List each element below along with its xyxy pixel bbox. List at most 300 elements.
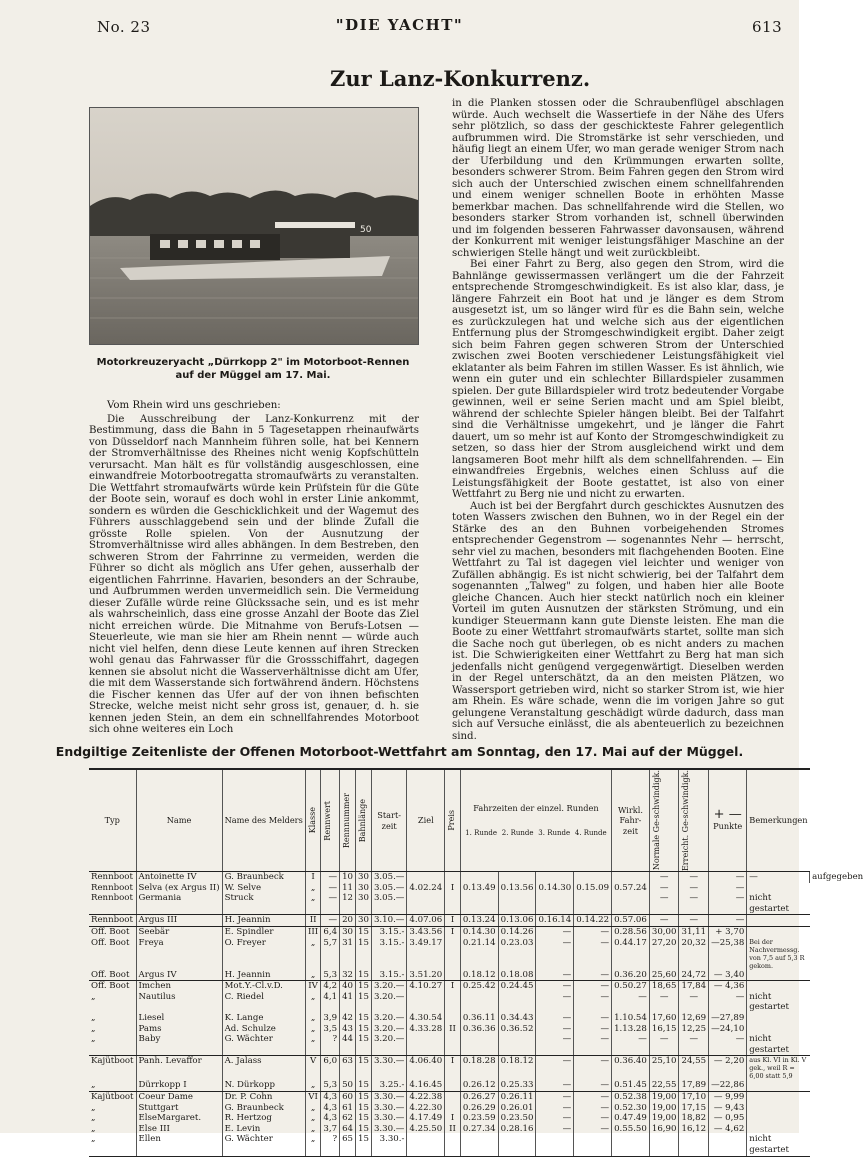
table-cell: —	[649, 1034, 679, 1056]
col-fahrzeiten	[460, 769, 611, 872]
table-cell: 31	[340, 938, 356, 970]
table-cell: 15	[356, 1124, 372, 1135]
table-cell: —	[612, 992, 650, 1013]
table-cell: 4,2	[321, 981, 340, 992]
table-cell: II	[305, 915, 321, 927]
table-cell: 0.16.14	[536, 915, 574, 927]
table-cell: 62	[340, 1113, 356, 1124]
table-cell: —	[679, 992, 709, 1013]
table-header-row	[89, 769, 865, 872]
table-cell: Dr. P. Cohn	[222, 1091, 305, 1102]
table-cell: 0.26.27	[460, 1091, 498, 1102]
col-melder: Name des Melders	[222, 769, 305, 872]
col-preis-label: Preis	[447, 810, 457, 831]
table-cell	[460, 1034, 498, 1056]
col-preis	[445, 769, 461, 872]
table-cell: Dürrkopp I	[136, 1080, 222, 1091]
col-rennummer-label: Rennnummer	[342, 792, 352, 849]
table-cell: 0.36.40	[612, 1056, 650, 1081]
col-erreicht	[679, 769, 709, 872]
table-cell: 0.13.56	[498, 883, 536, 894]
table-cell: 4.16.45	[407, 1080, 445, 1091]
article-column-right	[452, 98, 784, 742]
table-cell: 44	[340, 1034, 356, 1056]
table-cell: 4.10.27	[407, 981, 445, 992]
table-cell: 64	[340, 1124, 356, 1135]
table-cell: 1.10.54	[612, 1013, 650, 1024]
col-rennummer	[340, 769, 356, 872]
table-cell	[445, 938, 461, 970]
table-cell: 4,1	[321, 992, 340, 1013]
table-cell	[498, 992, 536, 1013]
table-cell: —	[709, 915, 747, 927]
table-cell: 0.44.17	[612, 938, 650, 970]
table-cell: ElseMargaret.	[136, 1113, 222, 1124]
table-cell	[498, 872, 536, 883]
table-cell: 3,5	[321, 1024, 340, 1035]
table-cell: G. Wächter	[222, 1034, 305, 1056]
table-cell: 3.10.—	[371, 915, 406, 927]
table-cell: I	[445, 927, 461, 938]
table-cell	[747, 927, 810, 938]
table-cell: Rennboot	[89, 915, 136, 927]
table-cell: 3.30.—	[371, 1091, 406, 1102]
table-cell: 0.18.28	[460, 1056, 498, 1081]
running-header: "DIE YACHT"	[335, 16, 464, 34]
table-cell: 15	[356, 1113, 372, 1124]
col-bahnlaenge-label: Bahnlänge	[358, 798, 367, 843]
table-cell: 3.15.-	[371, 927, 406, 938]
table-cell: 3.49.17	[407, 938, 445, 970]
table-cell: Mot.Y.-Cl.v.D.	[222, 981, 305, 992]
table-cell: 0.13.24	[460, 915, 498, 927]
table-cell: nicht gestartet	[747, 1034, 810, 1056]
table-cell: 5,7	[321, 938, 340, 970]
table-cell: 0.36.52	[498, 1024, 536, 1035]
col-rennwert-label: Rennwert	[323, 800, 333, 841]
table-cell: Ellen	[136, 1134, 222, 1156]
table-cell: —24,10	[709, 1024, 747, 1035]
table-cell: „	[91, 1102, 96, 1113]
table-cell: II	[445, 1124, 461, 1135]
table-cell: 17,15	[679, 1103, 709, 1114]
table-cell	[747, 1091, 810, 1102]
round-4-label: 4. Runde	[574, 828, 607, 837]
table-cell: VI	[305, 1091, 321, 1102]
table-cell: —	[574, 927, 612, 938]
table-cell	[679, 1134, 709, 1156]
table-cell: 20	[340, 915, 356, 927]
table-cell: 3.05.—	[371, 883, 406, 894]
table-row	[89, 927, 865, 938]
table-cell: 0.57.06	[612, 915, 650, 927]
table-cell: 4.07.06	[407, 915, 445, 927]
table-cell: 3.30.-	[371, 1134, 406, 1156]
table-cell: 3.20.—	[371, 981, 406, 992]
table-cell: 0.18.08	[498, 970, 536, 981]
table-cell	[574, 872, 612, 883]
table-cell: 0.18.12	[460, 970, 498, 981]
table-cell: „	[89, 1080, 136, 1091]
table-cell: 43	[340, 1024, 356, 1035]
table-cell: 16,12	[679, 1124, 709, 1135]
table-cell: —	[574, 1113, 612, 1124]
table-cell: Baby	[136, 1034, 222, 1056]
table-cell	[747, 1124, 810, 1135]
table-cell: 16,15	[649, 1024, 679, 1035]
table-cell: 15	[356, 1034, 372, 1056]
table-cell: — 9,43	[709, 1103, 747, 1114]
table-cell	[407, 992, 445, 1013]
table-cell: 17,10	[679, 1091, 709, 1102]
table-cell	[747, 1080, 810, 1091]
table-cell: —	[574, 1056, 612, 1081]
table-cell: 3.30.—	[371, 1056, 406, 1081]
table-cell: —27,89	[709, 1013, 747, 1024]
table-cell	[460, 992, 498, 1013]
table-cell: 3.51.20	[407, 970, 445, 981]
table-cell: —	[536, 1113, 574, 1124]
table-cell	[445, 970, 461, 981]
table-cell: nicht gestartet	[747, 992, 810, 1013]
table-cell: —	[747, 872, 810, 883]
table-cell: —	[574, 1013, 612, 1024]
table-cell: 3.05.—	[371, 893, 406, 915]
table-cell: 19,00	[649, 1091, 679, 1102]
punkte-label: Punkte	[713, 820, 743, 831]
table-cell: „	[89, 1134, 136, 1156]
table-cell	[460, 872, 498, 883]
table-cell	[747, 970, 810, 981]
table-cell: „	[89, 1034, 136, 1056]
table-cell: —	[679, 872, 709, 883]
col-punkte	[709, 769, 747, 872]
table-cell: 4.22.38	[407, 1091, 445, 1102]
table-cell	[498, 893, 536, 915]
table-cell: „	[305, 1034, 321, 1056]
table-cell: G. Wächter	[222, 1134, 305, 1156]
col-ziel: Ziel	[407, 769, 445, 872]
table-cell	[747, 1013, 810, 1024]
table-cell	[536, 893, 574, 915]
table-cell: —	[709, 893, 747, 915]
table-cell: —	[679, 1034, 709, 1056]
table-cell	[747, 1024, 810, 1035]
table-cell: „	[305, 1103, 321, 1114]
table-cell: „	[305, 1124, 321, 1135]
table-cell: II	[445, 1024, 461, 1035]
table-cell: 61	[340, 1103, 356, 1114]
table-cell: Imchen	[136, 981, 222, 992]
table-cell: G. Braunbeck	[222, 1103, 305, 1114]
table-cell: 5,3	[321, 1080, 340, 1091]
table-cell: —	[649, 992, 679, 1013]
table-cell: 0.36.20	[612, 970, 650, 981]
table-cell	[407, 1134, 445, 1156]
table-cell: Pams	[136, 1024, 222, 1035]
table-cell: 4,3	[321, 1113, 340, 1124]
table-cell: —	[574, 1091, 612, 1102]
table-cell: Kajütboot	[91, 1091, 134, 1102]
table-cell: —	[321, 915, 340, 927]
table-cell: —	[574, 970, 612, 981]
table-cell: H. Jeannin	[222, 970, 305, 981]
table-cell: 4.22.30	[407, 1103, 445, 1114]
table-cell: 4.25.50	[407, 1124, 445, 1135]
table-cell: Nautilus	[136, 992, 222, 1013]
table-cell: — 3,40	[709, 970, 747, 981]
table-cell: 27,20	[649, 938, 679, 970]
table-cell	[407, 872, 445, 883]
table-cell: 0.14.30	[460, 927, 498, 938]
table-row	[89, 1103, 865, 1114]
table-cell: 42	[340, 1013, 356, 1024]
table-cell: 15	[356, 1103, 372, 1114]
table-cell: Rennboot	[91, 882, 133, 893]
table-cell: 6,0	[321, 1056, 340, 1081]
paragraph: Die Ausschreibung der Lanz-Konkurrenz mit der Bestimmung, dass die Bahn in 5 Tagesetappen rheinaufwärts von Düsseldorf nach Mannheim führen solle, hat bei Kennern der Stromverhältnisse des Rheines nicht wenig Kopfschütteln verursacht. Man hält es für vollständig ausgeschlossen, eine einwandfreie Motorbootregatta stromaufwärts zu veranstalten. Die Wettfahrt stromaufwärts würde kein Prüfstein für die Güte der Boote sein, worauf es doch wohl in erster Linie ankommt, sondern es würden die Geschicklichkeit und der Wagemut des Führers ausschlaggebend sein und der blinde Zufall die grösste Rolle spielen. Von der Ausnutzung der Stromverhältnisse wird alles abhängen. In dem Bestreben, den schweren Strom der Fahrrinne zu vermeiden, werden die Führer so dicht als möglich ans Ufer gehen, ausserhalb der eigentlichen Fahrrinne. Havarien, besonders an der Schraube, und Aufbrummen werden unvermeidlich sein. Die Vermeidung dieser Zufälle würde reine Glückssache sein, und es ist mehr als wahrscheinlich, dass eine grosse Anzahl der Boote das Ziel nicht erreichen würde. Die Mitnahme von Berufs-Lotsen — Steuerleute, wie man sie hier am Rhein nennt — würde auch nicht viel helfen, denn diese Leute kennen auf ihren Strecken wohl genau das Fahrwasser für die Grossschiffahrt, dagegen kennen sie absolut nicht die Wasserverhältnisse dicht am Ufer, die mit dem Wasserstande sich fortwährend ändern. Höchstens die Fischer kennen das Ufer auf der von ihnen befischten Strecke, welche meist nicht sehr gross ist, genauer, d. h. sie kennen jeden Stein, an dem ein schnellfahrendes Motorboot sich ohne weiteres ein Loch	[89, 413, 419, 735]
table-cell: —	[536, 1013, 574, 1024]
table-row	[89, 1080, 865, 1091]
table-cell	[445, 1080, 461, 1091]
table-cell: V	[305, 1056, 321, 1081]
table-cell: 3.05.—	[371, 872, 406, 883]
table-cell: 41	[340, 992, 356, 1013]
table-cell: — 4,62	[709, 1124, 747, 1135]
table-cell: 12,69	[679, 1013, 709, 1024]
table-cell: 3.25.-	[371, 1080, 406, 1091]
table-cell: —	[574, 992, 612, 1013]
table-cell: 0.34.43	[498, 1013, 536, 1024]
table-cell: „	[91, 1113, 96, 1124]
table-cell: 4.02.24	[407, 883, 445, 894]
paragraph: Auch ist bei der Bergfahrt durch geschicktes Ausnutzen des toten Wassers zwischen den Buhnen, wo in der Regel ein der Stärke des an den Buhnen vorbeigehenden Stromes entsprechender Gegenstrom — sogenanntes Nehr — herrscht, sehr viel zu machen, besonders mit flachgehenden Booten. Eine Wettfahrt zu Tal ist dagegen viel leichter und weniger von Zufällen abhängig. Es ist nicht schwierig, bei der Talfahrt dem sogenannten „Talweg" zu folgen, und haben hier alle Boote gleiche Chancen. Auch hier steckt natürlich noch ein kleiner Vorteil im guten Ausnutzen der stärksten Strömung, und ein kundiger Steuermann kann gute Dienste leisten. Ehe man die Boote zu einer Wettfahrt stromaufwärts startet, sollte man sich die Sache noch gut überlegen, ob es nicht anders zu machen ist. Die Schwierigkeiten einer Wettfahrt zu Berg hat man sich jedenfalls nicht genügend vergegenwärtigt. Dieselben werden in der Regel unterschätzt, da an den meisten Plätzen, wo Wassersport getrieben wird, nicht so starker Strom ist, wie hier am Rhein. Es wäre schade, wenn die im vorigen Jahre so gut gelungene Veranstaltung geschädigt würde dadurch, dass man sich auf Versuche einlässt, die als abenteuerlich zu bezeichnen sind.	[452, 500, 784, 742]
table-group	[89, 927, 865, 981]
table-cell: 30	[356, 872, 372, 883]
round-2-label: 2. Runde	[501, 828, 534, 837]
table-cell: 0.28.16	[498, 1124, 536, 1135]
table-cell: Off. Boot	[89, 970, 136, 981]
table-cell: 3.20.—	[371, 1024, 406, 1035]
photo-caption	[89, 356, 417, 382]
table-cell	[445, 1013, 461, 1024]
table-cell	[747, 981, 810, 992]
table-cell: —	[679, 893, 709, 915]
table-cell: O. Freyer	[222, 938, 305, 970]
table-row	[89, 1034, 865, 1056]
results-table	[89, 768, 865, 1157]
caption-line-2: auf der Müggel am 17. Mai.	[175, 370, 331, 381]
table-cell: 25,10	[649, 1056, 679, 1081]
table-cell	[445, 1034, 461, 1056]
table-cell: „	[91, 991, 96, 1002]
table-cell: 24,55	[679, 1056, 709, 1081]
table-cell: I	[445, 883, 461, 894]
table-cell: aufgegeben	[810, 872, 865, 883]
table-cell: Argus III	[136, 915, 222, 927]
table-cell	[445, 1103, 461, 1114]
table-cell: „	[305, 1024, 321, 1035]
table-cell: 0.52.38	[612, 1091, 650, 1102]
table-cell	[649, 1134, 679, 1156]
table-cell: —	[536, 992, 574, 1013]
table-cell	[407, 893, 445, 915]
table-cell: Off. Boot	[91, 927, 130, 937]
table-group	[89, 981, 865, 1056]
table-cell	[747, 1103, 810, 1114]
table-cell	[536, 1134, 574, 1156]
article-column-left	[89, 400, 419, 736]
table-cell	[445, 992, 461, 1013]
table-row	[89, 970, 865, 981]
table-cell	[460, 893, 498, 915]
table-cell	[612, 893, 650, 915]
table-cell: 3.15.-	[371, 970, 406, 981]
table-cell: —	[536, 1056, 574, 1081]
table-cell: —25,38	[709, 938, 747, 970]
table-cell: I	[305, 872, 321, 883]
table-cell: 3.20.—	[371, 992, 406, 1013]
table-cell: I	[445, 1113, 461, 1124]
table-cell	[445, 893, 461, 915]
table-cell: „	[305, 883, 321, 894]
table-cell: 0.26.11	[498, 1091, 536, 1102]
table-cell: Argus IV	[136, 970, 222, 981]
table-cell: 3.30.—	[371, 1113, 406, 1124]
table-cell: 12	[340, 893, 356, 915]
table-cell: 0.27.34	[460, 1124, 498, 1135]
table-cell: Bei der Nachvermessg. von 7,5 auf 5,3 R gekom.	[747, 938, 810, 970]
paragraph: in die Planken stossen oder die Schraubenflügel abschlagen würde. Auch wechselt die Wassertiefe in der Nähe des Ufers sehr plötzlich, so dass der geschickteste Fahrer gelegentlich aufbrummen wird. Die Stromstärke ist sehr verschieden, und häufig liegt an einem Ufer, wo man gerade weniger Strom nach der Uferbildung und den Krümmungen erwarten sollte, besonders schwerer Strom. Beim Fahren gegen den Strom wird sich auch der Unterschied zwischen einem schnellfahrenden und einem weniger schnellen Boote in erhöhten Masse bemerkbar machen. Das schnellfahrende wird die Stellen, wo besonders starker Strom vorhanden ist, schnell überwinden und im folgenden besseren Fahrwasser davonsausen, während der Konkurrent mit weniger leistungsfähiger Maschine an der schwierigen Stelle hängt und weit zurückbleibt.	[452, 98, 784, 259]
table-cell: Else III	[136, 1124, 222, 1135]
article-title: Zur Lanz-Konkurrenz.	[330, 66, 591, 91]
table-cell: 15	[356, 1024, 372, 1035]
table-cell: —	[321, 883, 340, 894]
table-cell: 4,3	[321, 1103, 340, 1114]
table-cell	[498, 1134, 536, 1156]
table-cell: 22,55	[649, 1080, 679, 1091]
table-cell: —	[649, 915, 679, 927]
table-cell: 11	[340, 883, 356, 894]
table-cell	[445, 1134, 461, 1156]
table-cell: —	[574, 1024, 612, 1035]
table-cell: 5,3	[321, 970, 340, 981]
table-cell: Off. Boot	[91, 937, 130, 948]
table-row	[89, 1113, 865, 1124]
table-cell: —	[536, 938, 574, 970]
table-cell: Off. Boot	[91, 981, 130, 992]
table-cell: G. Braunbeck	[222, 872, 305, 883]
table-row	[89, 1124, 865, 1135]
table-cell: W. Selve	[222, 883, 305, 894]
table-cell: —	[574, 1103, 612, 1114]
table-cell: III	[305, 927, 321, 938]
paragraph: Vom Rhein wird uns geschrieben:	[107, 400, 281, 411]
table-cell: H. Jeannin	[222, 915, 305, 927]
table-cell: 3,7	[321, 1124, 340, 1135]
table-cell: 15	[356, 1056, 372, 1081]
col-name: Name	[136, 769, 222, 872]
table-cell: 0.47.49	[612, 1113, 650, 1124]
table-cell: — 4,36	[709, 981, 747, 992]
table-cell: 30	[356, 883, 372, 894]
table-cell: Germania	[136, 893, 222, 915]
table-cell: 0.50.27	[612, 981, 650, 992]
table-cell: 0.24.45	[498, 981, 536, 992]
table-cell: 4.30.54	[407, 1013, 445, 1024]
table-cell: 3.30.—	[371, 1124, 406, 1135]
table-cell: 19,00	[649, 1113, 679, 1124]
table-cell: 3,9	[321, 1013, 340, 1024]
table-row	[89, 981, 865, 992]
table-cell: 63	[340, 1056, 356, 1081]
table-cell	[407, 1034, 445, 1056]
table-cell	[445, 872, 461, 883]
table-group	[89, 872, 865, 915]
table-cell: — 0,95	[709, 1113, 747, 1124]
table-group	[89, 1056, 865, 1092]
table-cell: 20,32	[679, 938, 709, 970]
col-wirkl: Wirkl. Fahr-zeit	[612, 769, 650, 872]
table-cell	[445, 1091, 461, 1102]
table-cell: C. Riedel	[222, 992, 305, 1013]
table-cell: Stuttgart	[136, 1103, 222, 1114]
col-typ: Typ	[89, 769, 136, 872]
table-cell: „	[305, 970, 321, 981]
table-cell: 10	[340, 872, 356, 883]
table-cell: „	[305, 1113, 321, 1124]
table-cell	[536, 872, 574, 883]
table-cell	[747, 1113, 810, 1124]
table-cell: A. Jalass	[222, 1056, 305, 1081]
table-cell: 17,89	[679, 1080, 709, 1091]
table-cell: 0.51.45	[612, 1080, 650, 1091]
table-cell	[612, 872, 650, 883]
table-cell: Coeur Dame	[136, 1091, 222, 1102]
table-cell: „	[305, 992, 321, 1013]
table-cell: 16,90	[649, 1124, 679, 1135]
table-cell: 65	[340, 1134, 356, 1156]
page-number-issue: No. 23	[97, 18, 151, 36]
table-cell: —	[321, 872, 340, 883]
table-cell: K. Lange	[222, 1013, 305, 1024]
round-labels	[463, 828, 609, 839]
table-cell: —	[574, 1124, 612, 1135]
table-cell: —	[536, 1034, 574, 1056]
table-cell: 0.36.11	[460, 1013, 498, 1024]
table-cell: 60	[340, 1091, 356, 1102]
table-cell: —	[679, 915, 709, 927]
table-cell: I	[445, 1056, 461, 1081]
table-cell: „	[305, 893, 321, 915]
table-cell: Rennboot	[89, 893, 136, 915]
table-cell: ?	[321, 1034, 340, 1056]
table-cell: I	[445, 915, 461, 927]
table-cell: + 3,70	[709, 927, 747, 938]
table-cell: —	[536, 1024, 574, 1035]
table-cell: 50	[340, 1080, 356, 1091]
round-1-label: 1. Runde	[465, 828, 497, 837]
table-cell: 1.13.28	[612, 1024, 650, 1035]
table-row	[89, 1091, 865, 1102]
table-cell: 30	[356, 915, 372, 927]
table-cell: 4.17.49	[407, 1113, 445, 1124]
paragraph: Bei einer Fahrt zu Berg, also gegen den Strom, wird die Bahnlänge gewissermassen verlängert um die der Fahrzeit entsprechende Stromgeschwindigkeit. Es ist also klar, dass, je längere Fahrzeit ein Boot hat und je länger es dem Strom ausgesetzt ist, um so länger wird für es die Bahn sein, welche es zurückzulegen hat und welche sich aus der eigentlichen Entfernung plus der Stromgeschwindigkeit ergibt. Daher zeigt sich beim Fahren gegen schweren Strom der Unterschied zwischen zwei Booten verschiedener Leistungsfähigkeit viel eklatanter als beim Fahren im stillen Wasser. Es ist ähnlich, wie wenn ein guter und ein schlechter Billardspieler zusammen spielen. Der gute Billardspieler wird trotz bedeutender Vorgabe gewinnen, weil er seine Serien macht und am Spiel bleibt, während der schlechte Spieler hängen bleibt. Bei der Talfahrt sind die Verhältnisse umgekehrt, und je länger die Fahrt dauert, um so mehr ist auf Konto der Stromgeschwindigkeit zu setzen, so dass hier der Strom ausgleichend wirkt und dem langsameren Boot mehr hilft als dem schnellfahrenden. — Ein einwandfreies Ergebnis, welches einen Schluss auf die Leistungsfähigkeit der Boote gestattet, ist also von einer Wettfahrt zu Berg nie und nicht zu erwarten.	[452, 259, 784, 500]
table-cell: 30	[340, 927, 356, 938]
table-cell: —	[612, 1034, 650, 1056]
table-cell: „	[91, 1023, 96, 1034]
col-rennwert	[321, 769, 340, 872]
